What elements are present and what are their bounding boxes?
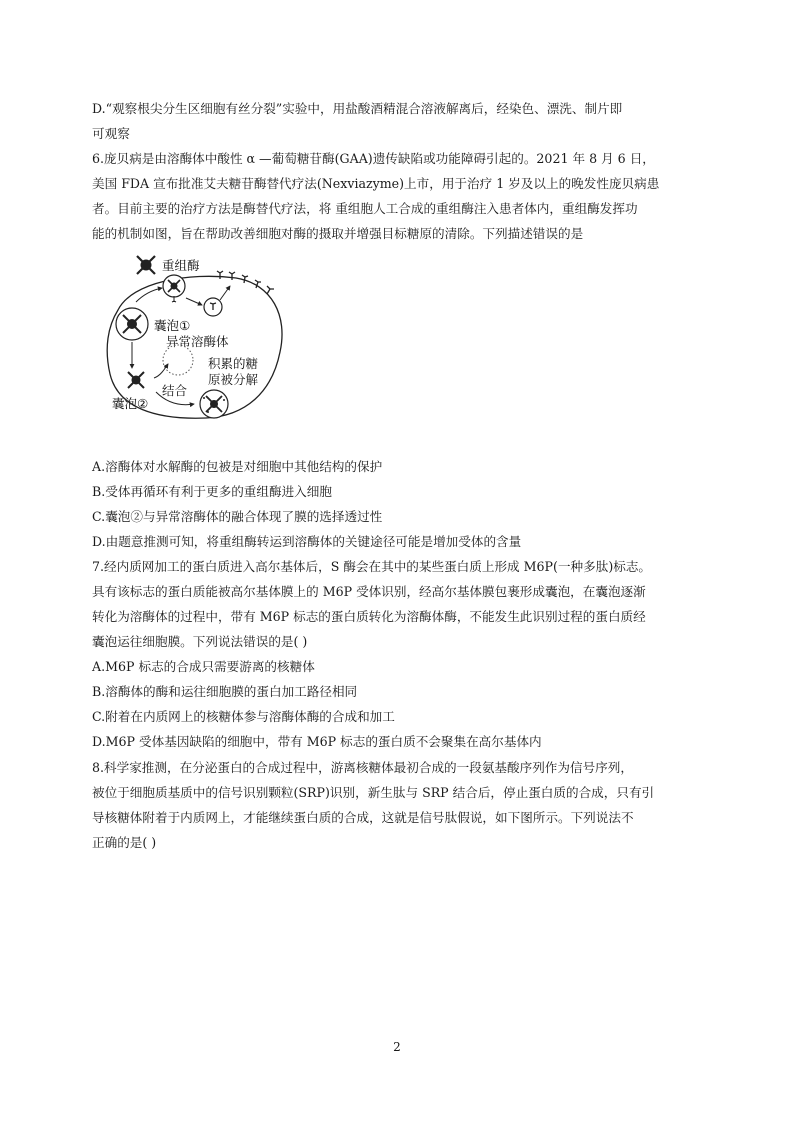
text-line: 者。目前主要的治疗方法是酶替代疗法，将 重组胞人工合成的重组酶注入患者体内，重组酶发挥功 (92, 201, 638, 216)
option-c: C.附着在内质网上的核糖体参与溶酶体酶的合成和加工 (92, 709, 395, 724)
text-line: 具有该标志的蛋白质能被高尔基体膜上的 M6P 受体识别，经高尔基体膜包裹形成囊泡，在囊泡逐渐 (92, 584, 646, 599)
recycling-vesicle (204, 298, 222, 316)
text-line: 导核糖体附着于内质网上，才能继续蛋白质的合成，这就是信号肽假说，如下图所示。下列说法不 (92, 810, 634, 825)
question-8 (92, 755, 712, 855)
cell-diagram (96, 252, 296, 424)
text-line: 正确的是( ) (92, 835, 157, 850)
question-5-option-d (92, 96, 712, 146)
label-glycogen-2: 原被分解 (208, 372, 259, 387)
question-6-options (92, 454, 712, 554)
text-line: 能的机制如图，旨在帮助改善细胞对酶的摄取并增强目标糖原的清除。下列描述错误的是 (92, 226, 584, 241)
text-line: 被位于细胞质基质中的信号识别颗粒(SRP)识别，新生肽与 SRP 结合后，停止蛋白质的合成，只有引 (92, 785, 655, 800)
option-c: C.囊泡②与异常溶酶体的融合体现了膜的选择透过性 (92, 509, 383, 524)
vesicle-2 (128, 372, 144, 388)
option-a: A.M6P 标志的合成只需要游离的核糖体 (92, 659, 315, 674)
text-line: D.“观察根尖分生区细胞有丝分裂”实验中，用盐酸酒精混合溶液解离后，经染色、漂洗、制片即 (92, 101, 623, 116)
arrow-receptor-return (220, 286, 230, 300)
receptor-icons (217, 271, 274, 294)
label-vesicle-1: 囊泡① (154, 318, 191, 333)
label-bind: 结合 (162, 383, 188, 398)
text-line: 6.庞贝病是由溶酶体中酸性 α —葡萄糖苷酶(GAA)遗传缺陷或功能障碍引起的。2021 年 8 月 6 日， (92, 151, 655, 166)
arrow-bind-up (154, 364, 168, 378)
entering-vesicle (163, 275, 185, 302)
label-vesicle-2: 囊泡② (112, 396, 149, 411)
question-7 (92, 554, 712, 754)
text-line: 囊泡运往细胞膜。下列说法错误的是( ) (92, 634, 308, 649)
label-recombinant-enzyme: 重组酶 (162, 258, 200, 273)
fused-lysosome (200, 390, 228, 418)
question-6-stem (92, 146, 712, 246)
page-number: 2 (393, 1040, 401, 1054)
text-line: 8.科学家推测，在分泌蛋白的合成过程中，游离核糖体最初合成的一段氨基酸序列作为信号序列， (92, 760, 633, 775)
option-d: D.由题意推测可知，将重组酶转运到溶酶体的关键途径可能是增加受体的含量 (92, 534, 522, 549)
text-line: 可观察 (92, 126, 130, 141)
text-line: 美国 FDA 宣布批准艾夫糖苷酶替代疗法(Nexviazyme)上市，用于治疗 1 岁及以上的晚发性庞贝病患 (92, 176, 660, 191)
option-b: B.受体再循环有利于更多的重组酶进入细胞 (92, 484, 332, 499)
option-d: D.M6P 受体基因缺陷的细胞中，带有 M6P 标志的蛋白质不会聚集在高尔基体内 (92, 734, 542, 749)
label-glycogen-1: 积累的糖 (208, 356, 259, 371)
recombinant-enzyme-icon (137, 256, 155, 274)
arrow-to-recycling (186, 298, 202, 305)
vesicle-1 (116, 308, 148, 340)
option-a: A.溶酶体对水解酶的包被是对细胞中其他结构的保护 (92, 459, 383, 474)
label-abnormal-lysosome: 异常溶酶体 (166, 334, 229, 349)
abnormal-lysosome (163, 345, 193, 375)
option-b: B.溶酶体的酶和运往细胞膜的蛋白加工路径相同 (92, 684, 358, 699)
text-line: 7.经内质网加工的蛋白质进入高尔基体后，S 酶会在其中的某些蛋白质上形成 M6P(一种多肽)标志。 (92, 559, 652, 574)
text-line: 转化为溶酶体的过程中，带有 M6P 标志的蛋白质转化为溶酶体酶，不能发生此识别过程的蛋白质经 (92, 609, 646, 624)
